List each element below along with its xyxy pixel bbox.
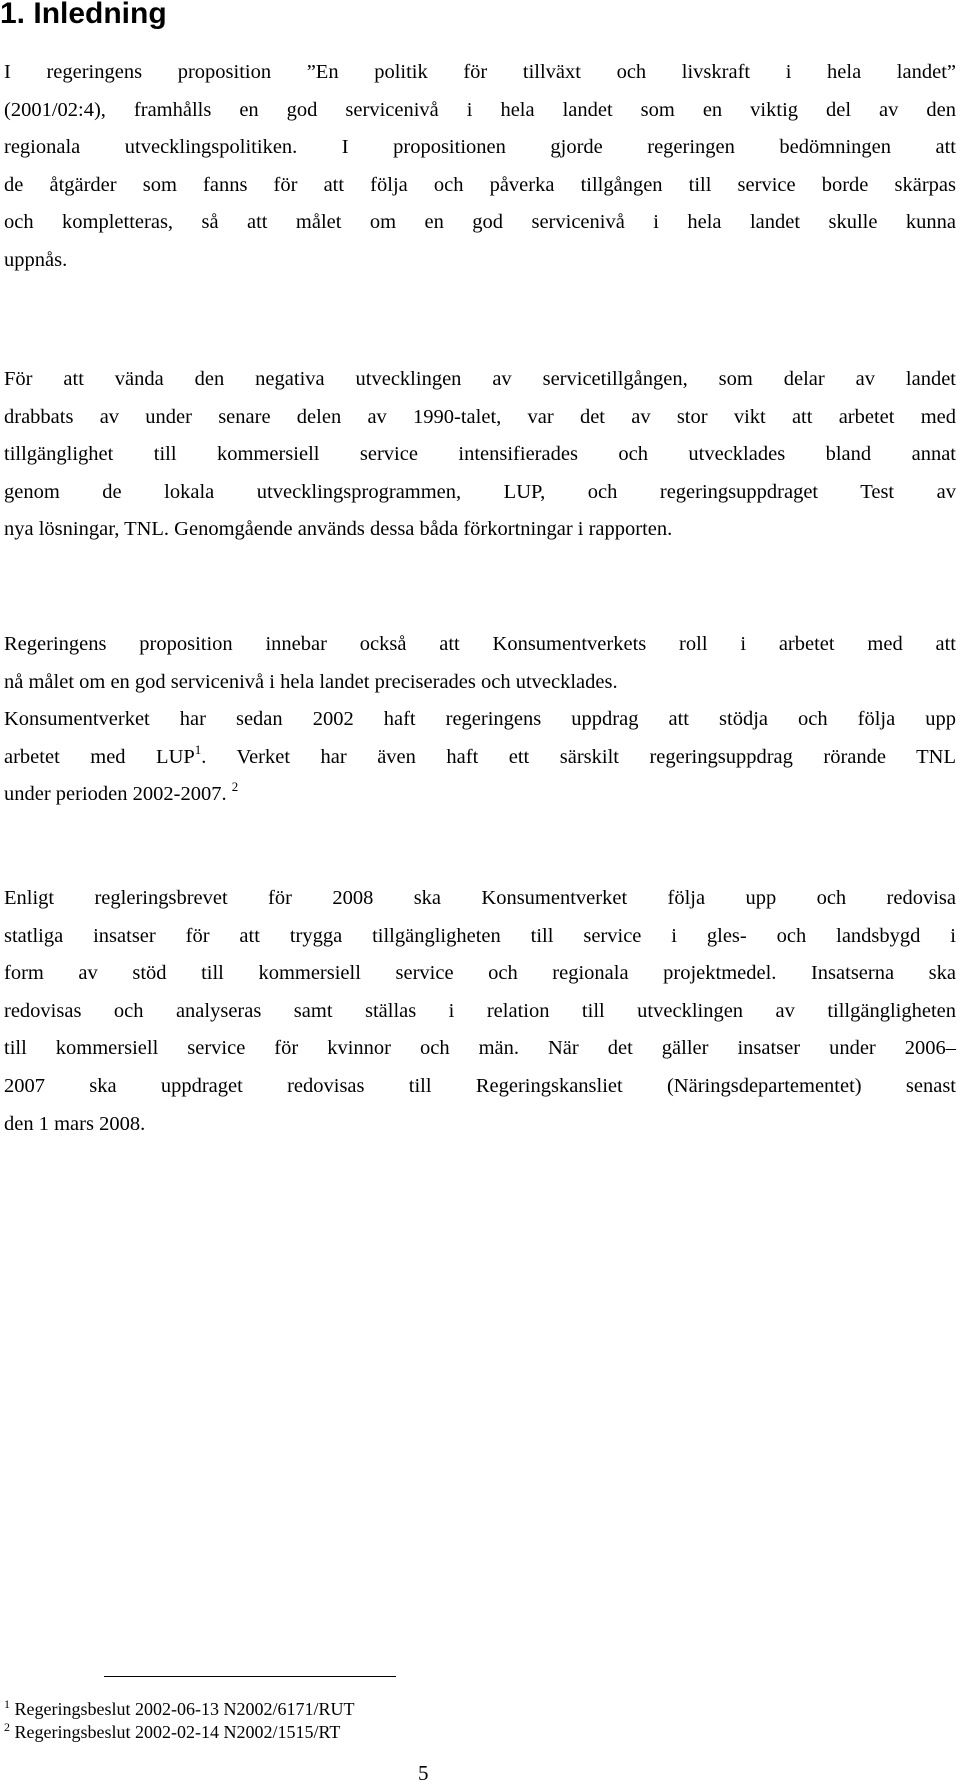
text-line: den 1 mars 2008. (4, 1112, 146, 1135)
footnote-2 (4, 1721, 354, 1744)
text-segment: under perioden 2002-2007. (4, 783, 227, 806)
text-segment: . Verket har även haft ett särskilt regeringsuppdrag rörande TNL (201, 745, 956, 768)
footnote-divider (104, 1676, 396, 1677)
text-line: genom de lokala utvecklingsprogrammen, LUP, och regeringsuppdraget Test av (4, 480, 956, 503)
text-line: Enligt regleringsbrevet för 2008 ska Konsumentverket följa upp och redovisa (4, 887, 956, 909)
paragraph-2 (4, 361, 956, 549)
text-line (4, 776, 956, 814)
text-line: nå målet om en god servicenivå i hela landet preciserades och utvecklades. (4, 670, 618, 693)
footnote-text: Regeringsbeslut 2002-02-14 N2002/1515/RT (14, 1722, 341, 1742)
text-line: och kompletteras, så att målet om en god servicenivå i hela landet skulle kunna (4, 211, 956, 234)
paragraph-1 (4, 54, 956, 280)
page-number: 5 (418, 1761, 429, 1785)
text-line: statliga insatser för att trygga tillgängligheten till service i gles- och landsbygd i (4, 924, 956, 947)
footnote-1 (4, 1698, 354, 1721)
text-line: För att vända den negativa utvecklingen av servicetillgången, som delar av landet (4, 368, 956, 390)
footnote-text: Regeringsbeslut 2002-06-13 N2002/6171/RUT (14, 1699, 355, 1719)
text-line (4, 739, 956, 777)
footnotes (4, 1698, 354, 1744)
text-line: redovisas och analyseras samt ställas i relation till utvecklingen av tillgängligheten (4, 999, 956, 1022)
footnote-reference[interactable]: 2 (231, 779, 239, 795)
section-heading: 1. Inledning (0, 0, 167, 30)
text-line: 2007 ska uppdraget redovisas till Regeringskansliet (Näringsdepartementet) senast (4, 1074, 956, 1097)
text-line: de åtgärder som fanns för att följa och påverka tillgången till service borde skärpas (4, 173, 956, 196)
text-line: (2001/02:4), framhålls en god servicenivå i hela landet som en viktig del av den (4, 98, 956, 121)
text-line: nya lösningar, TNL. Genomgående används dessa båda förkortningar i rapporten. (4, 518, 673, 541)
text-line: till kommersiell service för kvinnor och män. När det gäller insatser under 2006– (4, 1037, 956, 1060)
text-line: Konsumentverket har sedan 2002 haft regeringens uppdrag att stödja och följa upp (4, 708, 956, 731)
text-line: tillgänglighet till kommersiell service intensifierades och utvecklades bland annat (4, 443, 956, 466)
text-line: Regeringens proposition innebar också att Konsumentverkets roll i arbetet med att (4, 633, 956, 655)
paragraph-4 (4, 880, 956, 1143)
text-line: regionala utvecklingspolitiken. I propositionen gjorde regeringen bedömningen att (4, 136, 956, 159)
footnote-number: 2 (4, 1720, 10, 1734)
paragraph-3 (4, 626, 956, 814)
text-segment: arbetet med LUP (4, 745, 195, 768)
footnote-number: 1 (4, 1697, 10, 1711)
footnote-reference[interactable]: 1 (194, 741, 202, 757)
text-line: drabbats av under senare delen av 1990-talet, var det av stor vikt att arbetet med (4, 405, 956, 428)
text-line: I regeringens proposition ”En politik för tillväxt och livskraft i hela landet” (4, 61, 956, 83)
text-line: uppnås. (4, 248, 68, 271)
text-line: form av stöd till kommersiell service och regionala projektmedel. Insatserna ska (4, 962, 956, 985)
